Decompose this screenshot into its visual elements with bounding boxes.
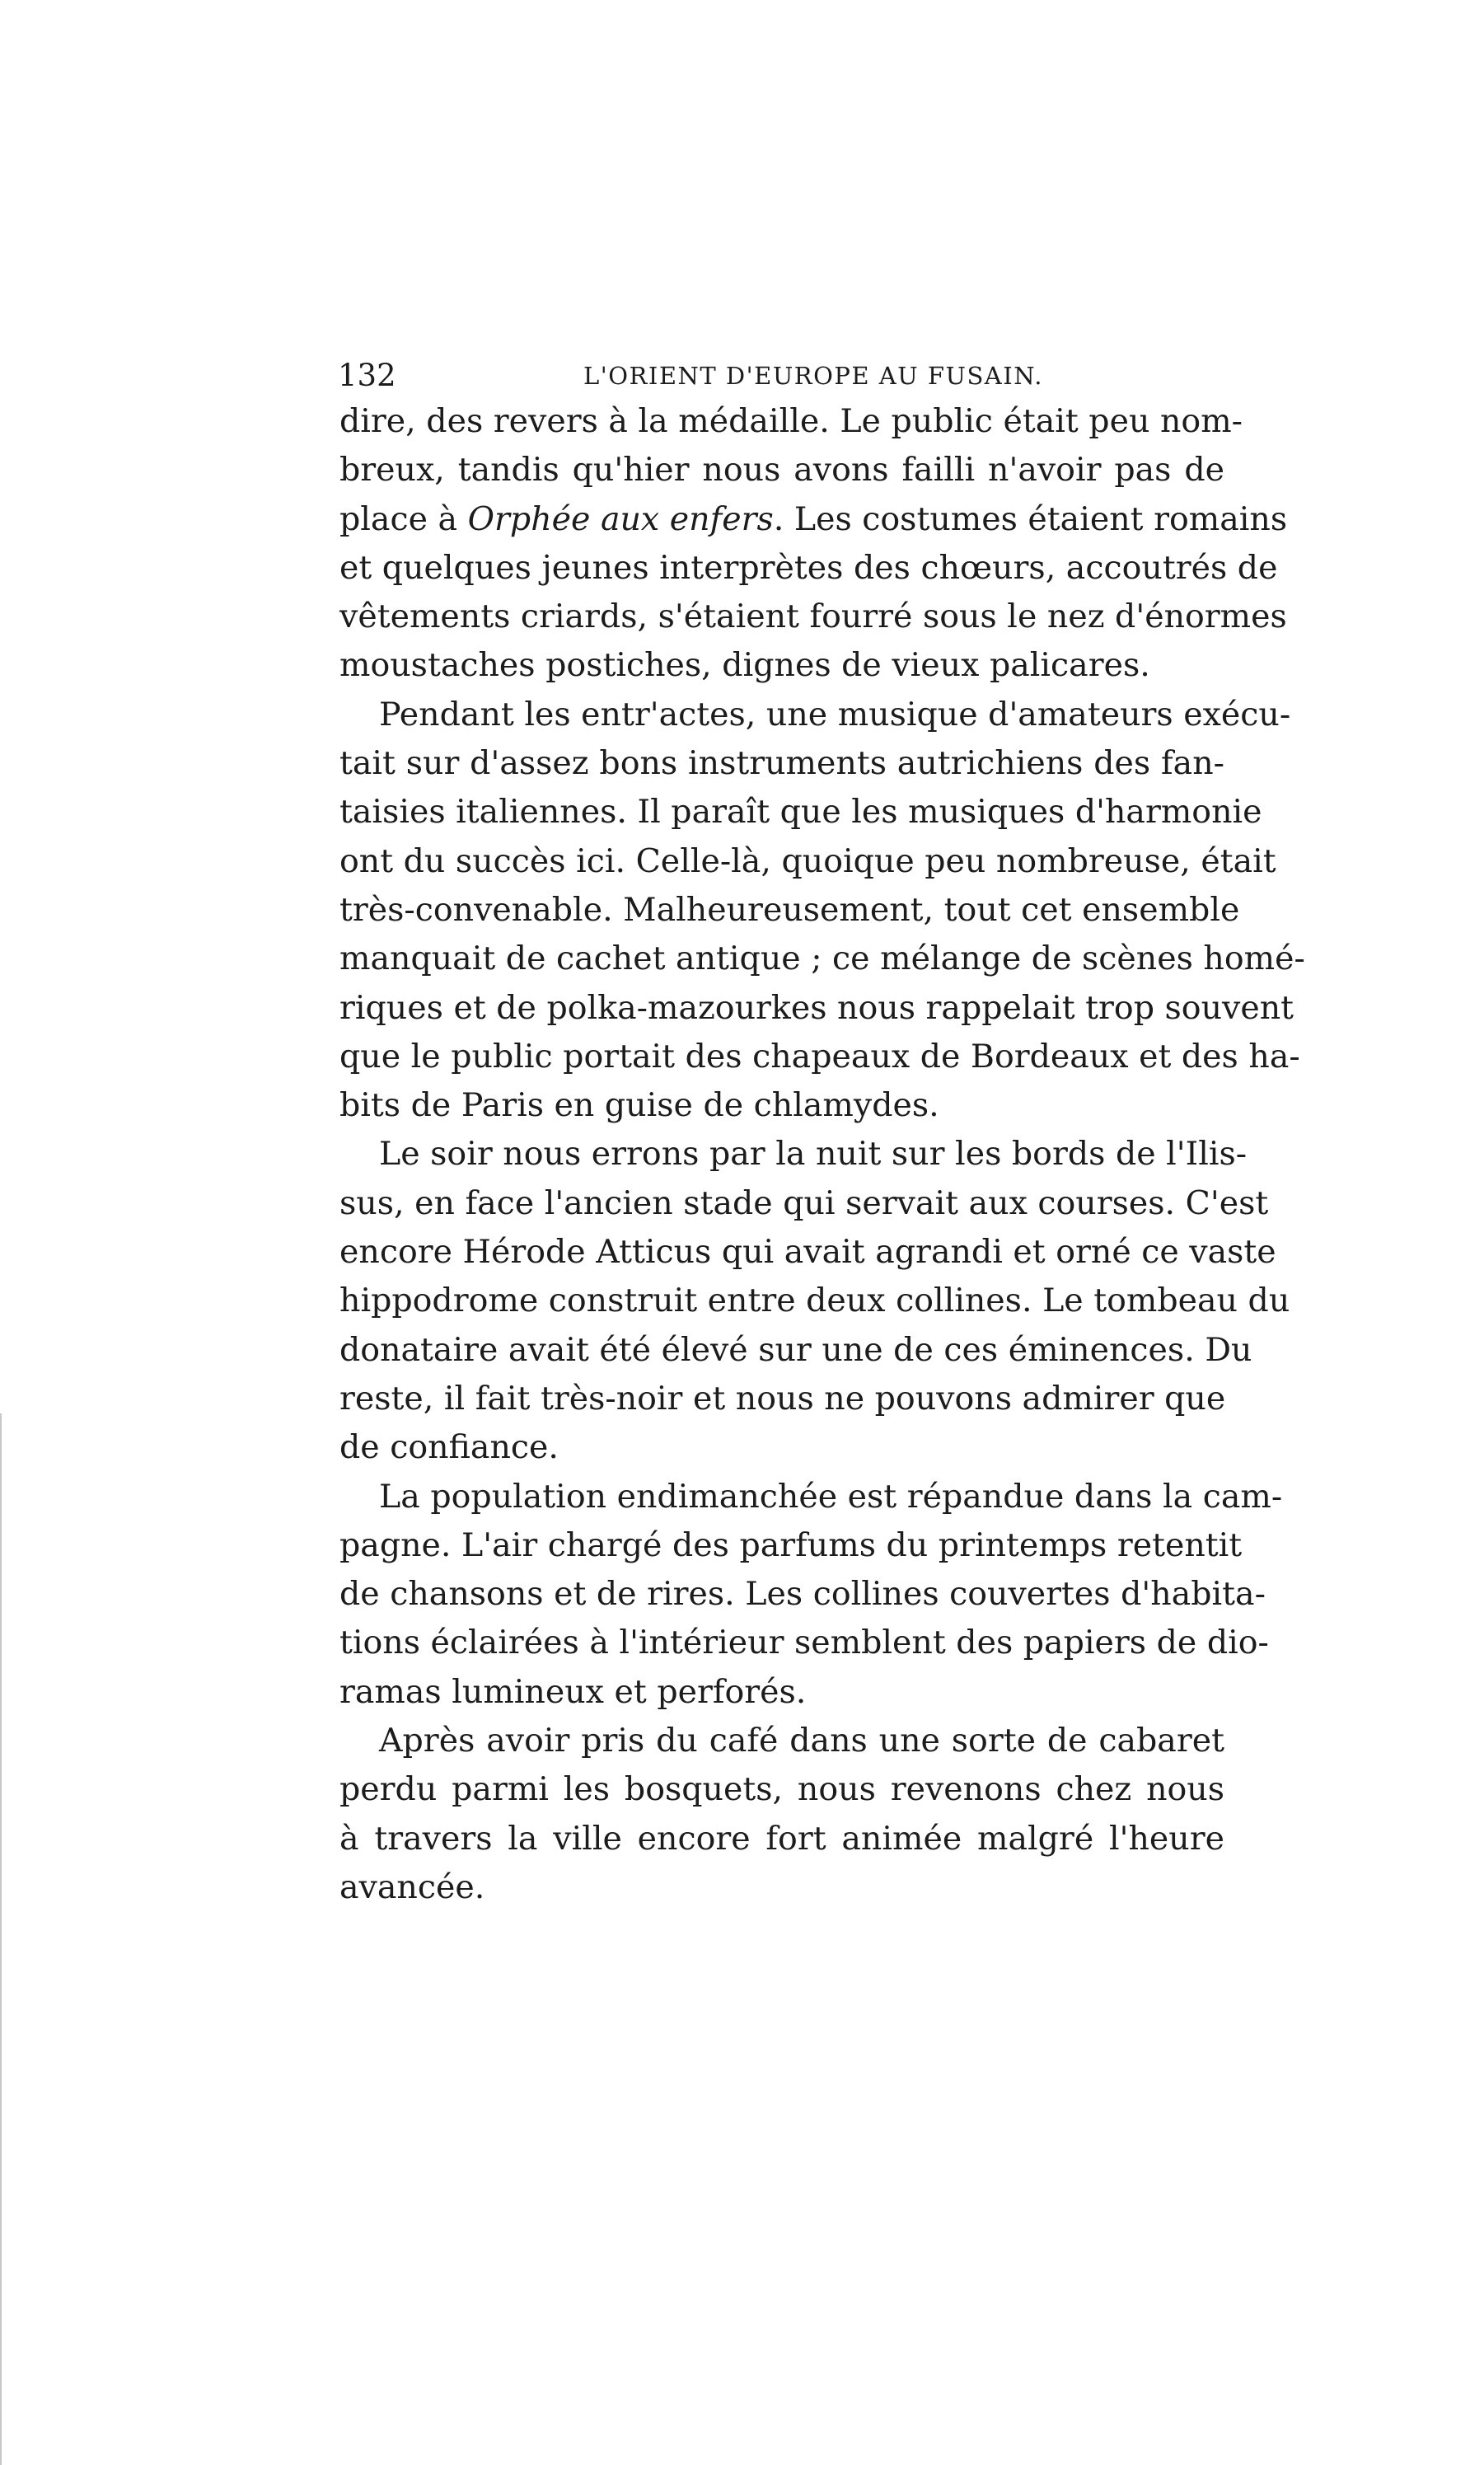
text-line: Pendant les entr'actes, une musique d'amateurs exécu- [379,695,1291,733]
text-line: La population endimanchée est répandue dans la cam- [379,1477,1283,1516]
text-line: Le soir nous errons par la nuit sur les bords de l'Ilis- [379,1135,1248,1174]
paragraph [339,1473,1283,1717]
text-line: ramas lumineux et perforés. [339,1672,807,1711]
text-line: reste, il fait très-noir et nous ne pouvons admirer que [339,1379,1226,1418]
text-line: perdu parmi les bosquets, nous revenons chez nous [339,1770,1224,1809]
text-line: bits de Paris en guise de chlamydes. [339,1086,939,1125]
text-line: de confiance. [339,1428,559,1467]
text-line: à travers la ville encore fort animée malgré l'heure [339,1819,1224,1858]
text-line: ont du succès ici. Celle-là, quoique peu nombreuse, était [339,841,1276,880]
text-line: de chansons et de rires. Les collines couvertes d'habita- [339,1575,1266,1614]
text-line: dire, des revers à la médaille. Le public était peu nom- [339,402,1243,440]
paragraph [339,691,1305,1131]
text-line: donataire avait été élevé sur une de ces éminences. Du [339,1330,1252,1369]
page-header [338,353,1223,399]
text-line: tait sur d'assez bons instruments autrichiens des fan- [339,744,1224,783]
text-line: moustaches postiches, dignes de vieux palicares. [339,646,1150,685]
text-line: encore Hérode Atticus qui avait agrandi et orné ce vaste [339,1233,1276,1272]
page-number: 132 [338,358,396,393]
text-line: riques et de polka-mazourkes nous rappelait trop souvent [339,988,1294,1027]
text-line: breux, tandis qu'hier nous avons failli n'avoir pas de [339,451,1224,490]
text-line: hippodrome construit entre deux collines. Le tombeau du [339,1282,1290,1320]
text-line: très-convenable. Malheureusement, tout cet ensemble [339,890,1240,929]
paragraph [339,1130,1290,1472]
text-line: et quelques jeunes interprètes des chœurs, accoutrés de [339,548,1278,587]
text-line: avancée. [339,1867,485,1906]
body-text [339,397,1305,1912]
text-line: manquait de cachet antique ; ce mélange de scènes homé- [339,940,1305,978]
text-line: pagne. L'air chargé des parfums du printemps retentit [339,1525,1243,1564]
text-line: taisies italiennes. Il paraît que les musiques d'harmonie [339,793,1262,832]
text-line: que le public portait des chapeaux de Bordeaux et des ha- [339,1037,1300,1076]
text-line: Après avoir pris du café dans une sorte de cabaret [379,1722,1224,1760]
text-line: vêtements criards, s'étaient fourré sous le nez d'énormes [339,598,1287,636]
text-line: tions éclairées à l'intérieur semblent des papiers de dio- [339,1624,1269,1662]
paragraph [339,397,1288,691]
paragraph [339,1717,1224,1912]
running-head: L'ORIENT D'EUROPE AU FUSAIN. [583,362,1043,390]
scan-edge-line [0,1413,2,2465]
text-line: place à Orphée aux enfers. Les costumes étaient romains [339,499,1288,538]
text-line: sus, en face l'ancien stade qui servait aux courses. C'est [339,1183,1269,1222]
